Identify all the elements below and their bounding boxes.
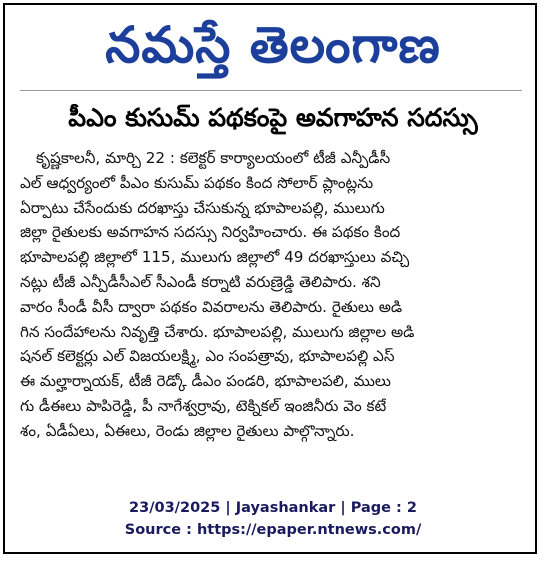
footer-date-line: 23/03/2025 | Jayashankar | Page : 2 (129, 500, 417, 516)
footer-source-line: Source : https://epaper.ntnews.com/ (124, 522, 422, 538)
article-headline (14, 96, 532, 142)
article-line: ఏర్పాటు చేసేందుకు దరఖాస్తు చేసుకున్న భూపాలపల్లి, ములుగు (20, 198, 385, 217)
article-line: కృష్ణకాలనీ, మార్చి 22 : కలెక్టర్ కార్యాలయంలో టీజీ ఎన్పీడీసీ (36, 149, 391, 167)
article-line: నట్లు టీజీ ఎన్పీడీసీఎల్ సీఎండీ కర్నాటి వరుణ్రెడ్డి తెలిపారు. శని (20, 272, 381, 291)
article-line: గిన సందేహాలను నివృత్తి చేశారు. భూపాలపల్లి, ములుగు జిల్లాల అడి (20, 322, 415, 341)
article-line: జిల్లా రైతులకు అవగాహన సదస్సు నిర్వహించారు. ఈ పథకం కింద (20, 223, 401, 242)
article-line: షనల్ కలెక్టర్లు ఎల్ విజయలక్ష్మి, ఎం సంపత్రావు, భూపాలపల్లి ఎస్ (20, 347, 395, 366)
article-line: గు డీఈలు పాపిరెడ్డి, పీ నాగేశ్వర్రావు, టెక్నికల్ ఇంజినీరు వెం కటే (20, 396, 387, 415)
article-line: ఈ మల్హార్నాయక్, టీజీ రెడ్కో డీఎం పండరి, భూపాలపలి, ములు (20, 372, 391, 391)
masthead-title: నమస్తే తెలంగాణ (105, 16, 441, 74)
article-body (20, 146, 525, 486)
article-line: ఎల్ ఆధ్వర్యంలో పీఎం కుసుమ్ పథకం కింద సోలార్ ప్లాంట్లను (20, 173, 374, 192)
article-line: భూపాలపల్లి జిల్లాలో 115, ములుగు జిల్లాలో 49 దరఖాస్తులు వచ్చి (20, 248, 410, 267)
article-line: వారం సీండీ వీసీ ద్వారా పథకం వివరాలను తెలిపారు. రైతులు అడి (20, 297, 403, 316)
newspaper-masthead (0, 10, 546, 84)
article-line: శం, ఏడీఏలు, ఏఈలు, రెండు జిల్లాల రైతులు పాల్గొన్నారు. (20, 421, 355, 440)
headline-text: పీఎం కుసుమ్ పథకంపై అవగాహన సదస్సు (68, 103, 478, 132)
masthead-divider (20, 90, 522, 91)
